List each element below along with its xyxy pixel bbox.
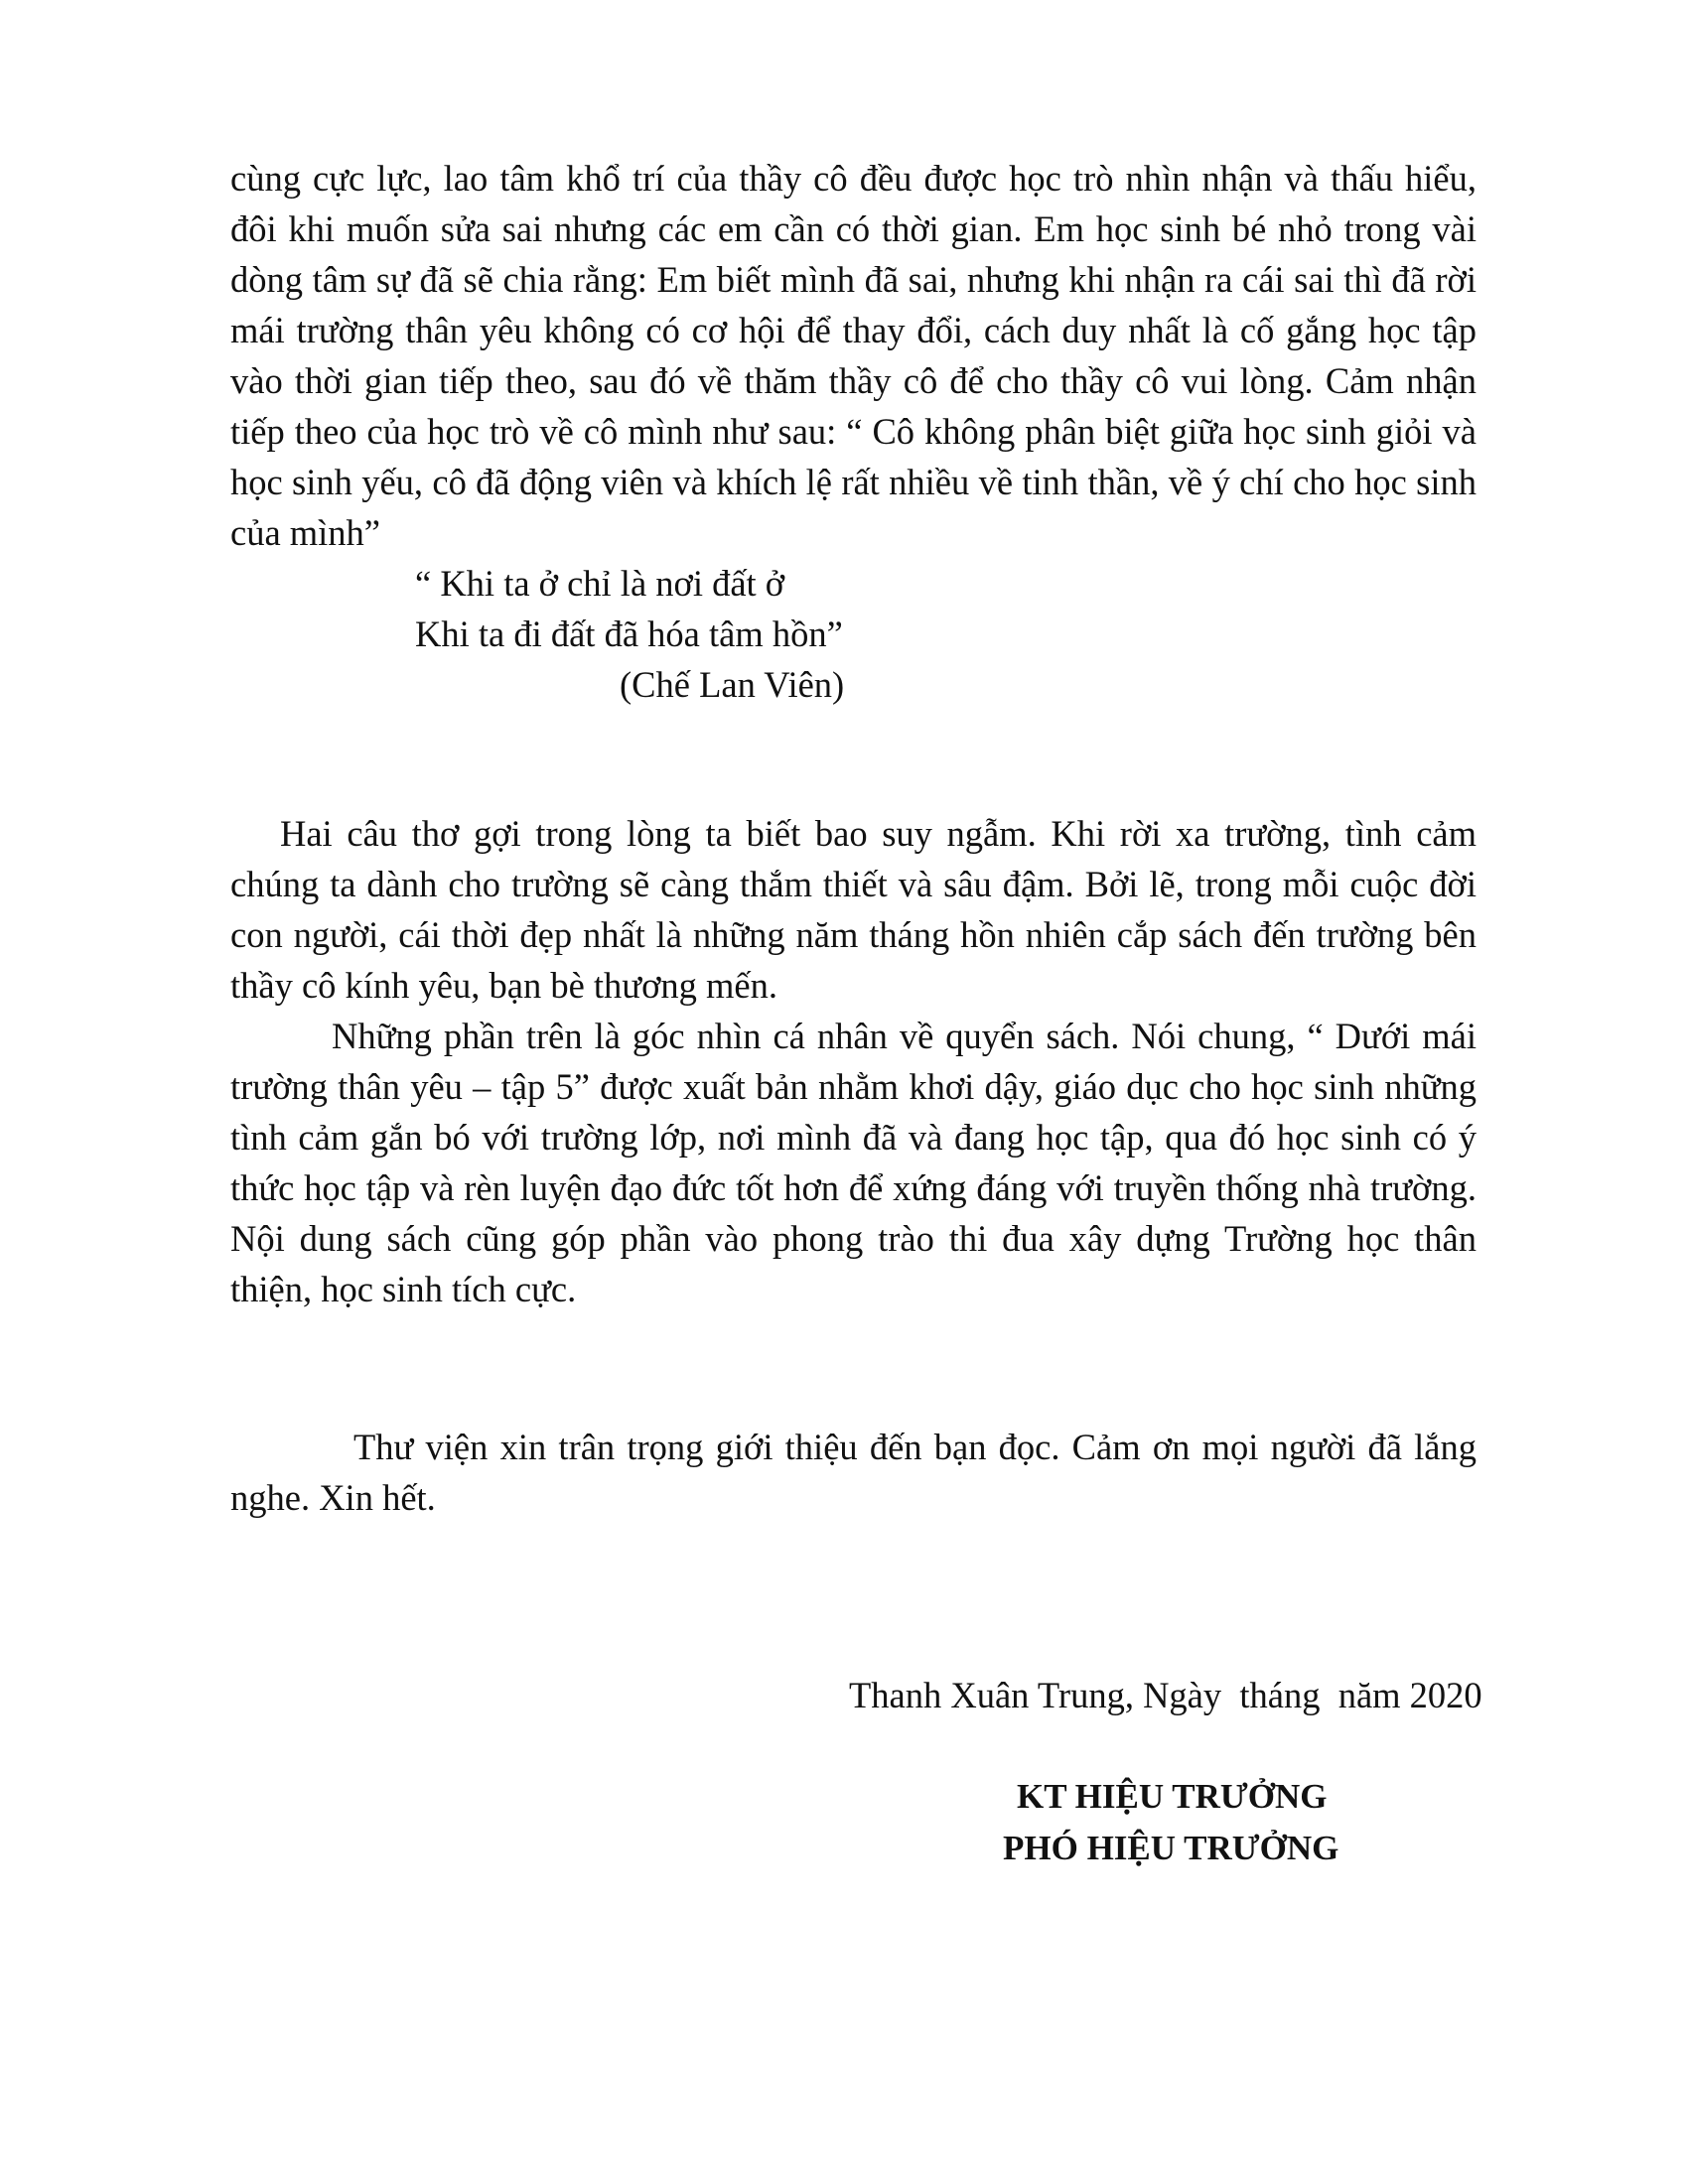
paragraph-text: Thư viện xin trân trọng giới thiệu đến bạn đọc. Cảm ơn mọi người đã lắng nghe. Xin hết. (230, 1427, 1477, 1518)
body-paragraph-2 (230, 808, 1477, 1011)
poem-line-1: “ Khi ta ở chỉ là nơi đất ở (415, 563, 785, 604)
body-paragraph-3 (230, 1011, 1477, 1314)
body-paragraph-1 (230, 153, 1477, 558)
paragraph-text: Những phần trên là góc nhìn cá nhân về quyển sách. Nói chung, “ Dưới mái trường thân yêu – tập 5” được xuất bản nhằm khơi dậy, giáo dục cho học sinh những tình cảm gắn bó với trường lớp, nơi mình đã và đang học tập, qua đó học sinh có ý thức học tập và rèn luyện đạo đức tốt hơn để xứng đáng với truyền thống nhà trường. Nội dung sách cũng góp phần vào phong trào thi đua xây dựng Trường học thân thiện, học sinh tích cực. (230, 1016, 1477, 1309)
signature-title-1: KT HIỆU TRƯỞNG (1017, 1777, 1328, 1816)
body-paragraph-4 (230, 1422, 1477, 1523)
signature-title-2: PHÓ HIỆU TRƯỞNG (1003, 1829, 1339, 1867)
paragraph-text: cùng cực lực, lao tâm khổ trí của thầy cô đều được học trò nhìn nhận và thấu hiểu, đôi khi muốn sửa sai nhưng các em cần có thời gian. Em học sinh bé nhỏ trong vài dòng tâm sự đã sẽ chia rằng: Em biết mình đã sai, nhưng khi nhận ra cái sai thì đã rời mái trường thân yêu không có cơ hội để thay đổi, cách duy nhất là cố gắng học tập vào thời gian tiếp theo, sau đó về thăm thầy cô để cho thầy cô vui lòng. Cảm nhận tiếp theo của học trò về cô mình như sau: “ Cô không phân biệt giữa học sinh giỏi và học sinh yếu, cô đã động viên và khích lệ rất nhiều về tinh thần, về ý chí cho học sinh của mình” (230, 158, 1477, 553)
poem-author: (Chế Lan Viên) (620, 664, 845, 705)
paragraph-text: Hai câu thơ gợi trong lòng ta biết bao suy ngẫm. Khi rời xa trường, tình cảm chúng ta dành cho trường sẽ càng thắm thiết và sâu đậm. Bởi lẽ, trong mỗi cuộc đời con người, cái thời đẹp nhất là những năm tháng hồn nhiên cắp sách đến trường bên thầy cô kính yêu, bạn bè thương mến. (230, 813, 1477, 1006)
poem-line-2: Khi ta đi đất đã hóa tâm hồn” (415, 614, 843, 654)
poem-quote (415, 558, 844, 710)
place-date-line: Thanh Xuân Trung, Ngày tháng năm 2020 (849, 1675, 1482, 1715)
